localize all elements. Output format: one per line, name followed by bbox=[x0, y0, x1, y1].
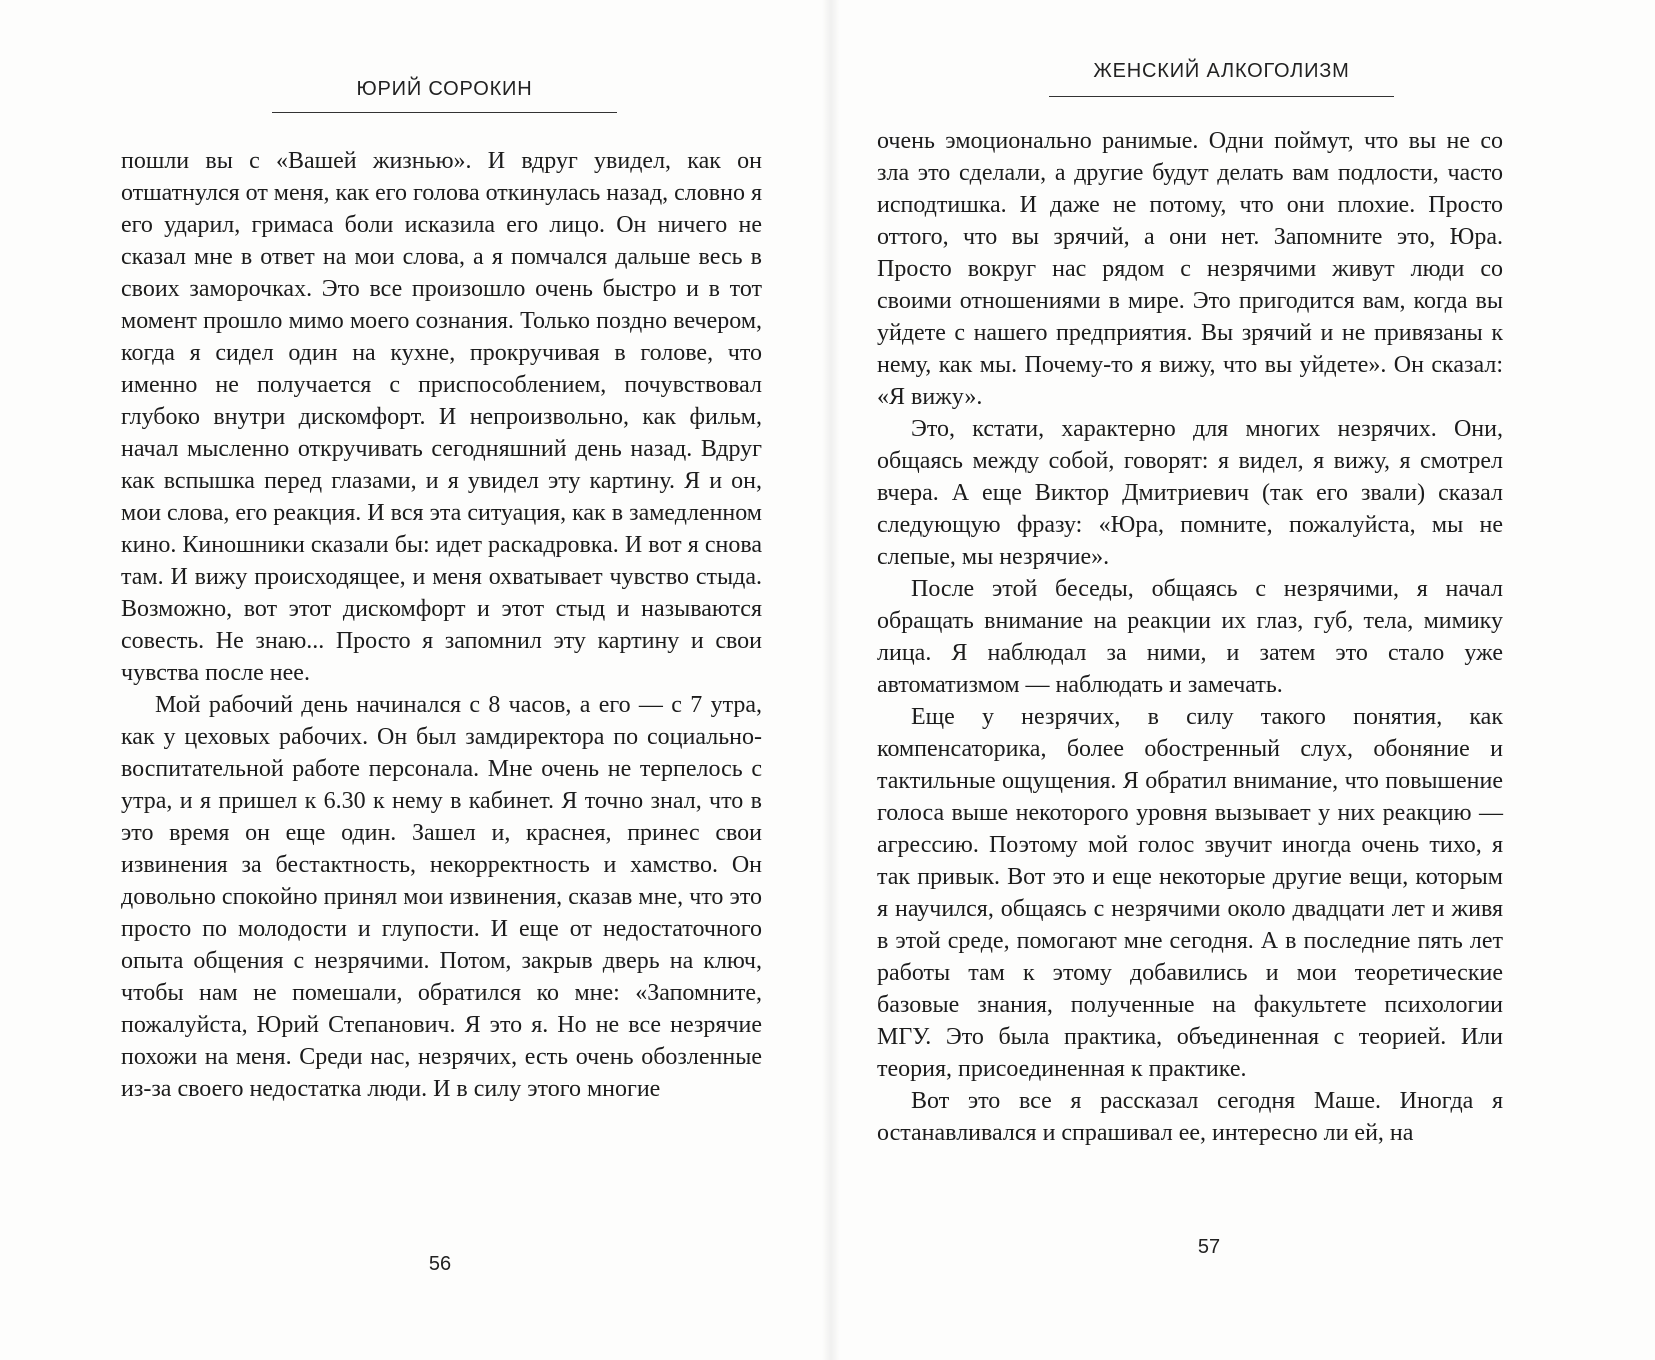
paragraph: Мой рабочий день начинался с 8 часов, а его — с 7 утра, как у цеховых рабочих. Он был замдиректора по социально-воспитательной работе персонала. Мне очень не терпелось с утра, и я пришел к 6.30 к нему в кабинет. Я точно знал, что в это время он еще один. Зашел и, краснея, принес свои извинения за бестактность, некорректность и хамство. Он довольно спокойно принял мои извинения, сказав мне, что это просто по молодости и глупости. И еще от недостаточного опыта общения с незрячими. Потом, закрыв дверь на ключ, чтобы нам не помешали, обратился ко мне: «Запомните, пожалуйста, Юрий Степанович. Я это я. Но не все незрячие похожи на меня. Среди нас, незрячих, есть очень обозленные из-за своего недостатка люди. И в силу этого многие bbox=[121, 692, 762, 1102]
left-page bbox=[0, 0, 822, 1360]
paragraph: Вот это все я рассказал сегодня Маше. Иногда я останавливался и спрашивал ее, интересно ли ей, на bbox=[877, 1088, 1503, 1146]
paragraph: Еще у незрячих, в силу такого понятия, как компенсаторика, более обостренный слух, обоняние и тактильные ощущения. Я обратил внимание, что повышение голоса выше некоторого уровня вызывает у них реакцию — агрессию. Поэтому мой голос звучит иногда очень тихо, я так привык. Вот это и еще некоторые другие вещи, которым я научился, общаясь с незрячими около двадцати лет и живя в этой среде, помогают мне сегодня. А в последние пять лет работы там к этому добавились и мои теоретические базовые знания, полученные на факультете психологии МГУ. Это была практика, объединенная с теорией. Или теория, присоединенная к практике. bbox=[877, 704, 1503, 1082]
page-number: 57 bbox=[1197, 1236, 1221, 1258]
paragraph-continued: очень эмоционально ранимые. Одни поймут, что вы не со зла это сделали, а другие будут делать вам подлости, часто исподтишка. И даже не потому, что они плохие. Просто оттого, что вы зрячий, а они нет. Запомните это, Юра. Просто вокруг нас рядом с незрячими живут люди со своими отношениями в мире. Это пригодится вам, когда вы уйдете с нашего предприятия. Вы зрячий и не привязаны к нему, как мы. Почему-то я вижу, что вы уйдете». Он сказал: «Я вижу». bbox=[877, 128, 1503, 410]
page-body-text bbox=[877, 125, 1503, 1149]
header-rule bbox=[1049, 96, 1394, 97]
right-page bbox=[840, 0, 1655, 1360]
running-head-title: ЖЕНСКИЙ АЛКОГОЛИЗМ bbox=[1093, 60, 1350, 82]
paragraph-continued: пошли вы с «Вашей жизнью». И вдруг увидел, как он отшатнулся от меня, как его голова откинулась назад, словно я его ударил, гримаса боли исказила его лицо. Он ничего не сказал мне в ответ на мои слова, а я помчался дальше весь в своих заморочках. Это все произошло очень быстро и в тот момент прошло мимо моего сознания. Только поздно вечером, когда я сидел один на кухне, прокручивая в голове, что именно не получается с приспособлением, почувствовал глубоко внутри дискомфорт. И непроизвольно, как фильм, начал мысленно откручивать сегодняшний день назад. Вдруг как вспышка перед глазами, и я увидел эту картину. Я и он, мои слова, его реакция. И вся эта ситуация, как в замедленном кино. Киношники сказали бы: идет раскадровка. И вот я снова там. И вижу происходящее, и меня охватывает чувство стыда. Возможно, вот этот дискомфорт и этот стыд и называются совесть. Не знаю... Просто я запомнил эту картину и свои чувства после нее. bbox=[121, 148, 762, 686]
paragraph: Это, кстати, характерно для многих незрячих. Они, общаясь между собой, говорят: я видел, я вижу, я смотрел вчера. А еще Виктор Дмитриевич (так его звали) сказал следующую фразу: «Юра, помните, пожалуйста, мы не слепые, мы незрячие». bbox=[877, 416, 1503, 570]
paragraph: После этой беседы, общаясь с незрячими, я начал обращать внимание на реакции их глаз, губ, тела, мимику лица. Я наблюдал за ними, и затем это стало уже автоматизмом — наблюдать и замечать. bbox=[877, 576, 1503, 698]
page-body-text bbox=[121, 145, 762, 1105]
header-rule bbox=[272, 112, 617, 113]
book-gutter bbox=[822, 0, 840, 1360]
page-number: 56 bbox=[428, 1253, 452, 1275]
running-head-author: ЮРИЙ СОРОКИН bbox=[356, 78, 533, 100]
